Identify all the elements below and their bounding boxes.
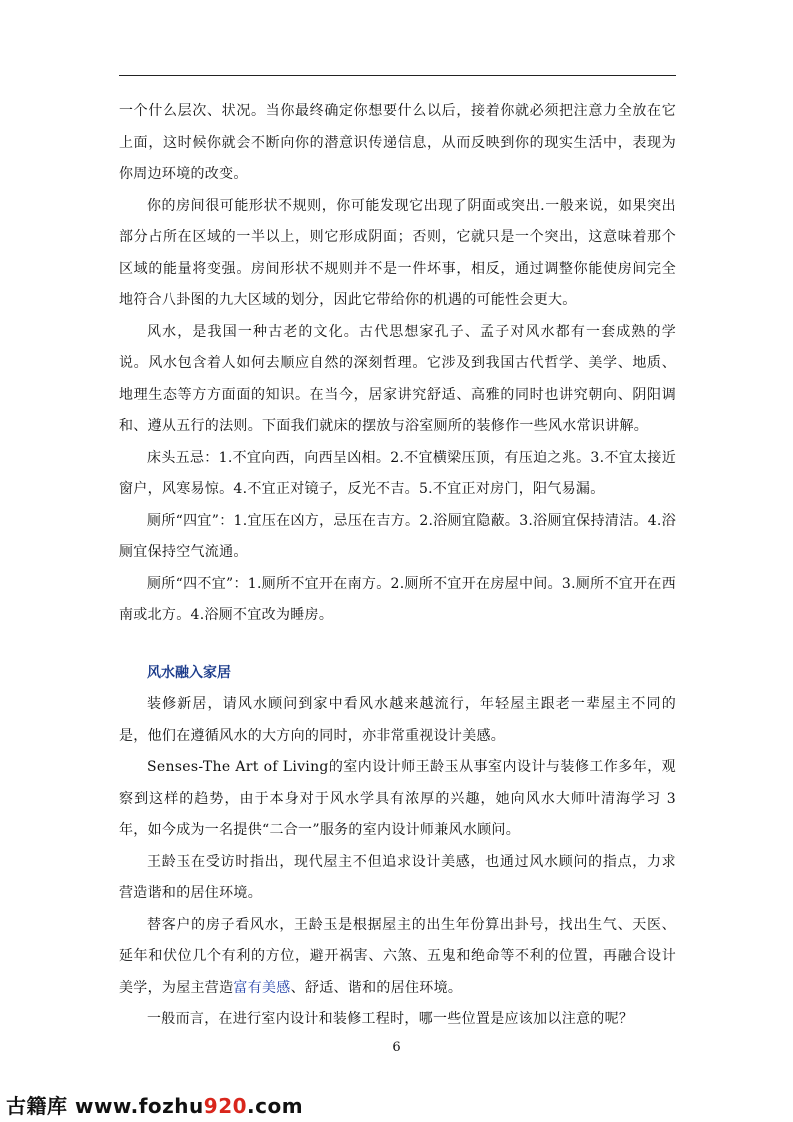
paragraph-room-shape: 你的房间很可能形状不规则，你可能发现它出现了阴面或突出.一般来说，如果突出部分占所在区域的一半以上，则它形成阴面；否则，它就只是一个突出，这意味着那个区域的能量将变强。房间形状不规则并不是一件坏事，相反，通过调整你能使房间完全地符合八卦图的九大区域的划分，因此它带给你的机遇的可能性会更大。 [119,197,676,308]
paragraph-toilet-donts: 厕所“四不宜”：1.厕所不宜开在南方。2.厕所不宜开在房屋中间。3.厕所不宜开在西南或北方。4.浴厕不宜改为睡房。 [119,575,676,623]
header-rule [119,75,676,76]
paragraph-fengshui-intro: 风水，是我国一种古老的文化。古代思想家孔子、孟子对风水都有一套成熟的学说。风水包含着人如何去顺应自然的深刻哲理。它涉及到我国古代哲学、美学、地质、地理生态等方方面面的知识。在当今，居家讲究舒适、高雅的同时也讲究朝向、阴阳调和、遵从五行的法则。下面我们就床的摆放与浴室厕所的装修作一些风水常识讲解。 [119,323,676,434]
page-body [119,96,676,1036]
paragraph-designer: Senses-The Art of Living的室内设计师王龄玉从事室内设计与装修工作多年，观察到这样的趋势，由于本身对于风水学具有浓厚的兴趣，她向风水大师叶清海学习 3 年，如今成为一名提供“二合一”服务的室内设计师兼风水顾问。 [119,759,676,838]
paragraph-interview: 王龄玉在受访时指出，现代屋主不但追求设计美感，也通过风水顾问的指点，力求营造谐和的居住环境。 [119,853,676,901]
paragraph-bed-taboos: 床头五忌：1.不宜向西，向西呈凶相。2.不宜横梁压顶，有压迫之兆。3.不宜太接近窗户，风寒易惊。4.不宜正对镜子，反光不吉。5.不宜正对房门，阳气易漏。 [119,449,676,497]
paragraph-method [119,910,676,1005]
aesthetic-link[interactable]: 富有美感 [233,979,291,996]
paragraph-question: 一般而言，在进行室内设计和装修工程时，哪一些位置是应该加以注意的呢？ [147,1011,634,1027]
watermark-accent: 920 [203,1094,248,1118]
section-heading: 风水融入家居 [147,664,231,681]
page-number: 6 [392,1040,401,1055]
paragraph-continuation: 一个什么层次、状况。当你最终确定你想要什么以后，接着你就必须把注意力全放在它上面，这时候你就会不断向你的潜意识传递信息，从而反映到你的现实生活中，表现为你周边环境的改变。 [119,103,676,182]
method-text-start: 替客户的房子看风水，王龄玉是根据屋主的出生年份算出卦号，找出生气、天医、延年和伏位几个有利的方位，避开祸害、六煞、五鬼和绝命等不利的位置，再融合设计美学，为屋主营造 [119,916,676,996]
watermark-text-start: 古籍库 www.fozhu [6,1094,204,1118]
watermark-text-end: .com [247,1094,304,1118]
paragraph-toilet-dos: 厕所“四宜”：1.宜压在凶方，忌压在吉方。2.浴厕宜隐蔽。3.浴厕宜保持清洁。4.浴厕宜保持空气流通。 [119,512,676,560]
paragraph-renovation: 装修新居，请风水顾问到家中看风水越来越流行，年轻屋主跟老一辈屋主不同的是，他们在遵循风水的大方向的同时，亦非常重视设计美感。 [119,696,676,744]
method-text-end: 、舒适、谐和的居住环境。 [290,979,463,996]
site-watermark [6,1090,303,1119]
